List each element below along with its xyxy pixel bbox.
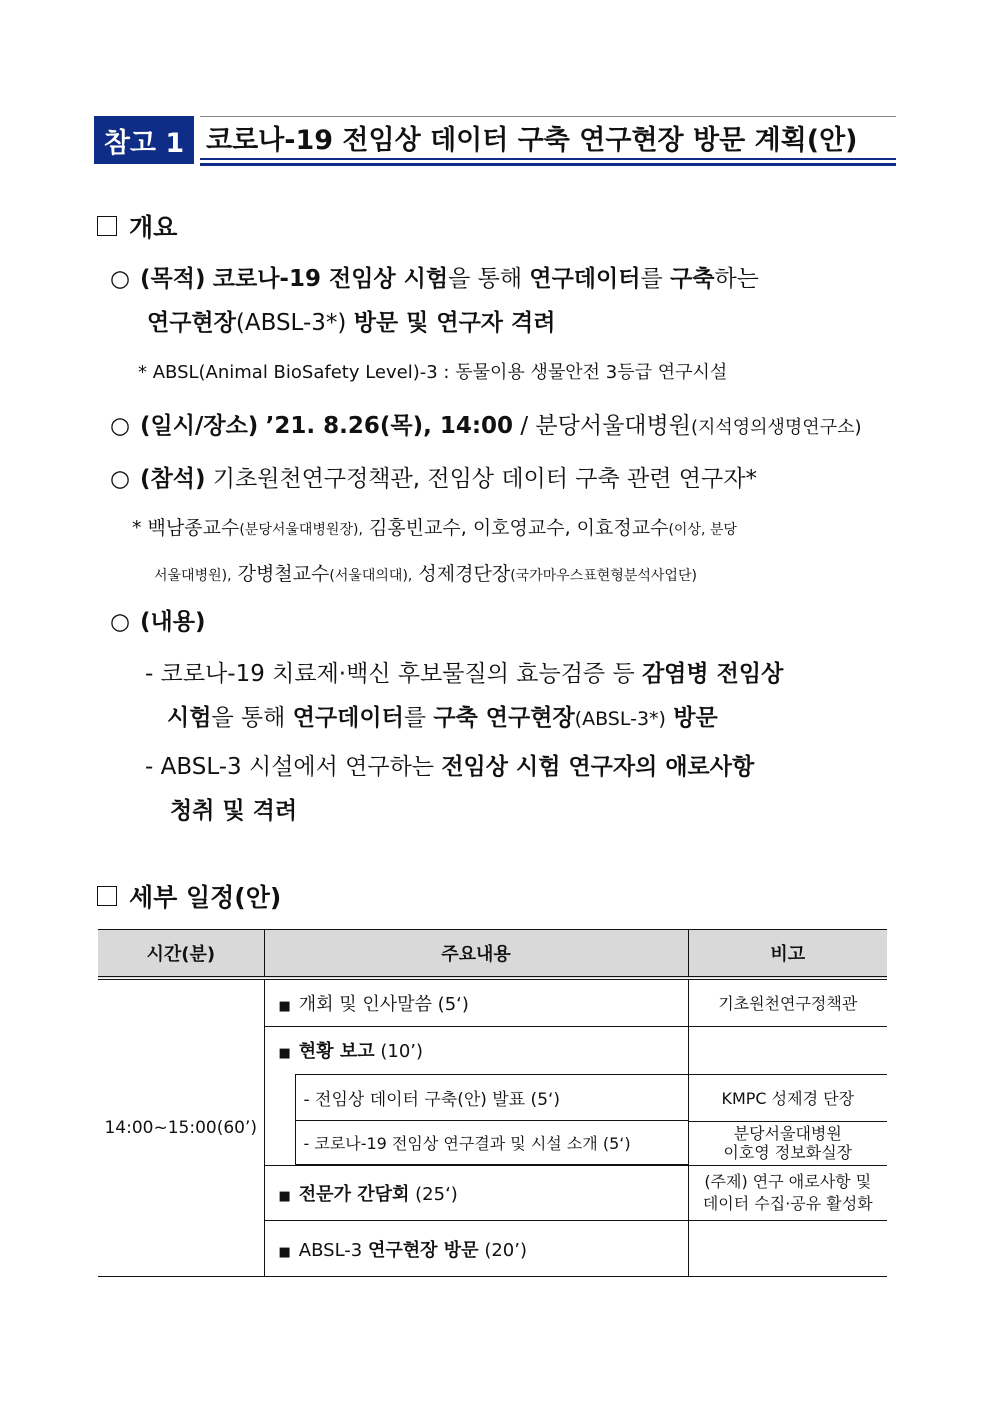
row-4-label: - 코로나-19 전임상 연구결과 및 시설 소개 (5‘): [295, 1121, 688, 1165]
row-4-note-line-1: 분당서울대병원: [733, 1124, 842, 1144]
attendee-1: 백남종교수: [147, 517, 240, 539]
title-badge: 참고 1: [94, 116, 194, 164]
attendee-2: 김홍빈교수,: [368, 517, 467, 539]
row-5-label-bold: 전문가 간담회: [298, 1184, 410, 1205]
page-title: 코로나-19 전임상 데이터 구축 연구현장 방문 계획(안): [200, 116, 896, 160]
row-6-label-text-2: (20’): [484, 1239, 527, 1261]
row-2-content: [264, 1026, 688, 1074]
title-underline: [200, 163, 896, 166]
content-item-1-text-4: (ABSL-3*): [574, 708, 666, 730]
purpose-bold-1: 코로나-19 전임상 시험: [212, 266, 449, 292]
row-3-label: - 전임상 데이터 구축(안) 발표 (5‘): [295, 1074, 688, 1121]
attendee-5-sub: 서울대병원),: [154, 568, 232, 584]
square-bullet-icon: ■: [278, 998, 291, 1014]
row-6-note: [688, 1221, 887, 1277]
content-item-2-line-1: [145, 745, 905, 789]
attendee-4-sub: (이상, 분당: [668, 522, 737, 538]
purpose-text-4: (ABSL-3*): [235, 310, 347, 336]
circle-bullet-icon: ○: [110, 466, 131, 492]
overview-heading: [97, 208, 177, 244]
schedule-heading-text: 세부 일정(안): [129, 883, 282, 912]
purpose-line-2: [147, 301, 555, 345]
datetime-line: [110, 404, 910, 450]
content-item-2-text: - ABSL-3 시설에서 연구하는: [145, 754, 435, 780]
schedule-table: [98, 929, 887, 1277]
row-1-content: [264, 978, 688, 1026]
header-note: 비고: [688, 930, 887, 979]
header-time: 시간(분): [98, 930, 264, 979]
row-4-note: [688, 1121, 887, 1166]
content-label: (내용): [140, 609, 206, 635]
datetime-value: ’21. 8.26(목), 14:00: [265, 413, 514, 439]
row-5-note-line-1: (주제) 연구 애로사항 및: [704, 1172, 872, 1191]
row-4-content: [264, 1121, 688, 1166]
content-item-1-bold-5: 방문: [673, 705, 718, 731]
content-item-1-bold-4: 구축 연구현장: [433, 705, 575, 731]
row-2-label-bold: 현황 보고: [298, 1041, 375, 1063]
row-2-label-text: (10’): [380, 1041, 424, 1063]
content-item-1-line-2: [167, 696, 718, 741]
table-header-row: [98, 930, 887, 979]
purpose-text-3: 하는: [714, 266, 759, 292]
overview-heading-text: 개요: [129, 213, 178, 242]
datetime-place-sub: (지석영의생명연구소): [690, 417, 862, 438]
attendee-3: 이호영교수,: [472, 517, 571, 539]
row-2-note: [688, 1026, 887, 1074]
content-line: [110, 600, 205, 644]
circle-bullet-icon: ○: [110, 266, 131, 292]
square-bullet-icon: ■: [278, 1046, 291, 1062]
row-5-label-text: (25‘): [415, 1184, 458, 1205]
content-item-2-bold: 전임상 시험 연구자의 애로사항: [441, 754, 755, 780]
content-item-2-bold-2: 청취 및 격려: [170, 798, 298, 824]
purpose-bold-2: 연구데이터: [529, 266, 641, 292]
square-bullet-icon: ■: [278, 1244, 291, 1260]
attendance-line: [110, 457, 910, 501]
header-content: 주요내용: [264, 930, 688, 979]
purpose-label: (목적): [140, 266, 206, 292]
circle-bullet-icon: ○: [110, 609, 131, 635]
row-3-note: KMPC 성제경 단장: [688, 1074, 887, 1121]
purpose-bold-5: 방문 및 연구자 격려: [353, 310, 556, 336]
row-3-content: [264, 1074, 688, 1121]
datetime-sep: /: [520, 413, 529, 439]
row-1-note: 기초원천연구정책관: [688, 978, 887, 1026]
circle-bullet-icon: ○: [110, 413, 131, 439]
attendee-6-sub: (서울대의대),: [329, 568, 413, 584]
table-row: [98, 978, 887, 1026]
content-item-1-bold-2: 시험: [167, 705, 212, 731]
attendance-label: (참석): [140, 466, 206, 492]
checkbox-square-icon: [97, 216, 117, 236]
row-6-label-text-1: ABSL-3: [298, 1239, 363, 1261]
datetime-place: 분당서울대병원: [535, 413, 691, 439]
purpose-bold-4: 연구현장: [147, 310, 236, 336]
content-item-1-line-1: [145, 652, 905, 696]
content-item-1-bold: 감염병 전임상: [641, 661, 784, 687]
checkbox-square-icon: [97, 886, 117, 906]
square-bullet-icon: ■: [278, 1189, 291, 1204]
row-5-note: [688, 1166, 887, 1221]
purpose-text-2: 를: [640, 266, 663, 292]
row-5-content: [264, 1166, 688, 1221]
attendee-7: 성제경단장: [418, 563, 511, 585]
content-item-1-text-3: 를: [403, 705, 427, 731]
content-item-2-line-2: [170, 789, 297, 833]
attendance-note-line-1: [132, 513, 737, 540]
attendance-text: 기초원천연구정책관, 전임상 데이터 구축 관련 연구자*: [212, 466, 757, 492]
row-4-note-line-2: 이호영 정보화실장: [723, 1143, 853, 1163]
row-6-content: [264, 1221, 688, 1277]
purpose-line-1: [110, 257, 900, 301]
attendee-4: 이효정교수: [576, 517, 669, 539]
purpose-footnote: * ABSL(Animal BioSafety Level)-3 : 동물이용 생물안전 3등급 연구시설: [138, 362, 728, 383]
content-item-1-text: - 코로나-19 치료제·백신 후보물질의 효능검증 등: [145, 661, 635, 687]
row-6-label-bold: 연구현장 방문: [367, 1239, 479, 1261]
attendee-6: 강병철교수: [237, 563, 330, 585]
attendance-note-line-2: [154, 559, 697, 586]
content-item-1-bold-3: 연구데이터: [292, 705, 404, 731]
row-5-note-line-2: 데이터 수집·공유 활성화: [702, 1194, 873, 1213]
datetime-label: (일시/장소): [140, 413, 259, 439]
attendee-1-sub: (분당서울대병원장),: [239, 522, 363, 538]
purpose-text-1: 을 통해: [448, 266, 523, 292]
attendance-note-star: *: [132, 517, 142, 539]
row-1-label: 개회 및 인사말씀 (5‘): [298, 993, 469, 1015]
attendee-7-sub: (국가마우스표현형분석사업단): [510, 568, 697, 584]
schedule-heading: [97, 878, 281, 914]
time-cell: 14:00~15:00(60’): [98, 978, 264, 1277]
content-item-1-text-2: 을 통해: [211, 705, 286, 731]
purpose-bold-3: 구축: [670, 266, 715, 292]
